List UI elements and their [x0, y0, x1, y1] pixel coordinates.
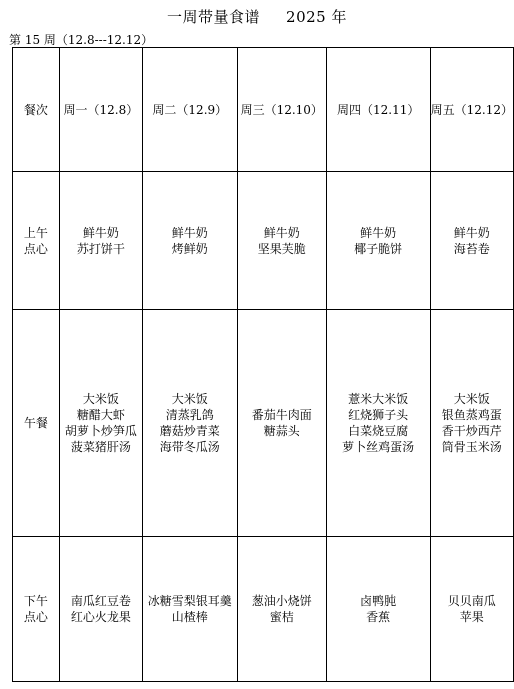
menu-cell-tue-lunch — [142, 310, 237, 537]
dish-item: 卤鸭肫 — [360, 594, 397, 608]
meal-label-header: 餐次 — [13, 48, 60, 172]
dish-item: 贝贝南瓜 — [447, 594, 496, 608]
menu-cell-wed-pm — [237, 537, 326, 682]
label-line: 点心 — [23, 610, 48, 624]
dish-item: 清蒸乳鸽 — [165, 408, 214, 422]
dish-item: 胡萝卜炒笋瓜 — [64, 424, 137, 438]
day-header-thu: 周四（12.11） — [326, 48, 430, 172]
afternoon-snack-row — [13, 537, 514, 682]
page-title — [0, 6, 514, 27]
day-header-wed: 周三（12.10） — [237, 48, 326, 172]
menu-cell-thu-am — [326, 172, 430, 310]
dish-item: 烤鲜奶 — [171, 241, 208, 256]
dish-item: 海苔卷 — [453, 241, 490, 256]
menu-cell-tue-am — [142, 172, 237, 310]
dish-item: 蜜桔 — [269, 610, 294, 624]
dish-item: 大米饭 — [82, 392, 119, 406]
meal-label-afternoon — [13, 537, 60, 682]
dish-item: 菠菜猪肝汤 — [70, 440, 131, 454]
dish-item: 萝卜丝鸡蛋汤 — [342, 440, 415, 454]
dish-item: 蘑菇炒青菜 — [159, 424, 220, 438]
meal-label-lunch — [13, 310, 60, 537]
dish-item: 白菜烧豆腐 — [348, 424, 409, 438]
title-year: 2025 年 — [286, 8, 347, 26]
dish-item: 南瓜红豆卷 — [70, 594, 131, 608]
menu-cell-wed-am — [237, 172, 326, 310]
dish-item: 鲜牛奶 — [171, 225, 208, 240]
dish-item: 山楂棒 — [171, 610, 208, 624]
day-header-tue: 周二（12.9） — [142, 48, 237, 172]
dish-item: 薏米大米饭 — [348, 392, 409, 406]
dish-item: 筒骨玉米汤 — [441, 440, 502, 454]
dish-item: 大米饭 — [453, 392, 490, 406]
dish-item: 苏打饼干 — [76, 241, 125, 256]
label-line: 点心 — [23, 241, 48, 256]
dish-item: 糖蒜头 — [263, 424, 300, 438]
dish-item: 红烧狮子头 — [348, 408, 409, 422]
label-line: 午餐 — [23, 416, 48, 430]
menu-cell-mon-pm — [59, 537, 142, 682]
meal-label-morning — [13, 172, 60, 310]
menu-cell-wed-lunch — [237, 310, 326, 537]
dish-item: 鲜牛奶 — [263, 225, 300, 240]
label-line: 上午 — [23, 225, 48, 240]
menu-cell-thu-lunch — [326, 310, 430, 537]
menu-cell-mon-am — [59, 172, 142, 310]
dish-item: 鲜牛奶 — [360, 225, 397, 240]
menu-cell-mon-lunch — [59, 310, 142, 537]
lunch-row — [13, 310, 514, 537]
dish-item: 香干炒西芹 — [441, 424, 502, 438]
week-label: 第 15 周（12.8---12.12） — [9, 33, 154, 47]
menu-cell-fri-lunch — [430, 310, 513, 537]
dish-item: 银鱼蒸鸡蛋 — [441, 408, 502, 422]
title-text: 一周带量食谱 — [167, 8, 261, 26]
dish-item: 红心火龙果 — [70, 610, 131, 624]
menu-cell-thu-pm — [326, 537, 430, 682]
label-line: 下午 — [23, 594, 48, 608]
day-header-fri: 周五（12.12） — [430, 48, 513, 172]
dish-item: 鲜牛奶 — [82, 225, 119, 240]
morning-snack-row — [13, 172, 514, 310]
dish-item: 海带冬瓜汤 — [159, 440, 220, 454]
dish-item: 香蕉 — [366, 610, 391, 624]
header-row — [13, 48, 514, 172]
menu-table — [12, 47, 514, 682]
menu-cell-fri-am — [430, 172, 513, 310]
menu-cell-tue-pm — [142, 537, 237, 682]
dish-item: 椰子脆饼 — [354, 241, 403, 256]
dish-item: 糖醋大虾 — [76, 408, 125, 422]
day-header-mon: 周一（12.8） — [59, 48, 142, 172]
dish-item: 坚果芙脆 — [257, 241, 306, 256]
dish-item: 鲜牛奶 — [453, 225, 490, 240]
dish-item: 冰糖雪梨银耳羹 — [147, 594, 232, 608]
dish-item: 葱油小烧饼 — [251, 594, 312, 608]
menu-cell-fri-pm — [430, 537, 513, 682]
dish-item: 大米饭 — [171, 392, 208, 406]
dish-item: 番茄牛肉面 — [251, 408, 312, 422]
dish-item: 苹果 — [459, 610, 484, 624]
